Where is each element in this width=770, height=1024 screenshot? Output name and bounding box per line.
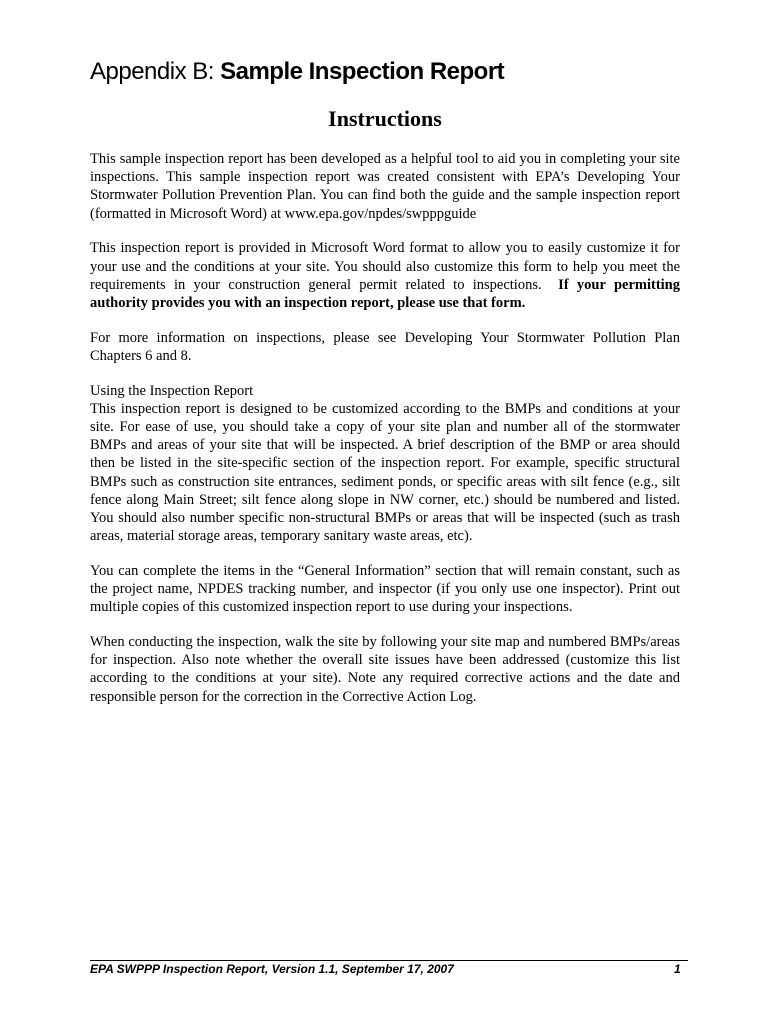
paragraph-conducting-inspection: When conducting the inspection, walk the site by following your site map and numbered BMPs/areas for inspection. Also note whether the overall site issues have been addressed (customize this list according to the conditions at your site). Note any required corrective actions and the date and responsible person for the correction in the Corrective Action Log. — [90, 633, 680, 705]
paragraph-word-format-text: This inspection report is provided in Microsoft Word format to allow you to easily customize it for your use and the conditions at your site. You should also customize this form to help you meet the requirements in your construction general permit related to inspections. — [90, 240, 680, 293]
appendix-title: Sample Inspection Report — [220, 58, 505, 85]
footer-divider — [90, 960, 688, 961]
paragraph-general-information: You can complete the items in the “General Information” section that will remain constant, such as the project name, NPDES tracking number, and inspector (if you only use one inspector). Print out multiple copies of this customized inspection report to use during your inspections. — [90, 562, 680, 616]
document-body — [90, 150, 680, 722]
appendix-label: Appendix B: — [90, 58, 214, 85]
appendix-heading — [90, 58, 504, 86]
paragraph-intro: This sample inspection report has been developed as a helpful tool to aid you in completing your site inspections. This sample inspection report was created consistent with EPA’s Developing Your Stormwater Pollution Prevention Plan. You can find both the guide and the sample inspection report (formatted in Microsoft Word) at www.epa.gov/npdes/swpppguide — [90, 151, 680, 222]
page-number: 1 — [674, 962, 681, 976]
paragraph-word-format-bold: If your permitting authority provides you with an inspection report, please use that form. — [90, 276, 680, 311]
using-report-heading: Using the Inspection Report — [90, 382, 254, 399]
paragraph-word-format — [90, 239, 680, 312]
section-title: Instructions — [328, 106, 442, 131]
paragraph-using-report — [90, 382, 680, 546]
using-report-text: This inspection report is designed to be customized according to the BMPs and conditions at your site. For ease of use, you should take a copy of your site plan and number all of the stormwater BMPs and areas of your site that will be inspected. A brief description of the BMP or area should then be listed in the site-specific section of the inspection report. For example, specific structural BMPs such as construction site entrances, sediment ponds, or specific areas with silt fence (e.g., silt fence along Main Street; silt fence along slope in NW corner, etc.) should be numbered and listed. You should also number specific non-structural BMPs or areas that will be inspected (such as trash areas, material storage areas, temporary sanitary waste areas, etc). — [90, 400, 680, 545]
footer-text: EPA SWPPP Inspection Report, Version 1.1, September 17, 2007 — [90, 962, 454, 976]
paragraph-more-info: For more information on inspections, please see Developing Your Stormwater Pollution Plan Chapters 6 and 8. — [90, 329, 680, 364]
